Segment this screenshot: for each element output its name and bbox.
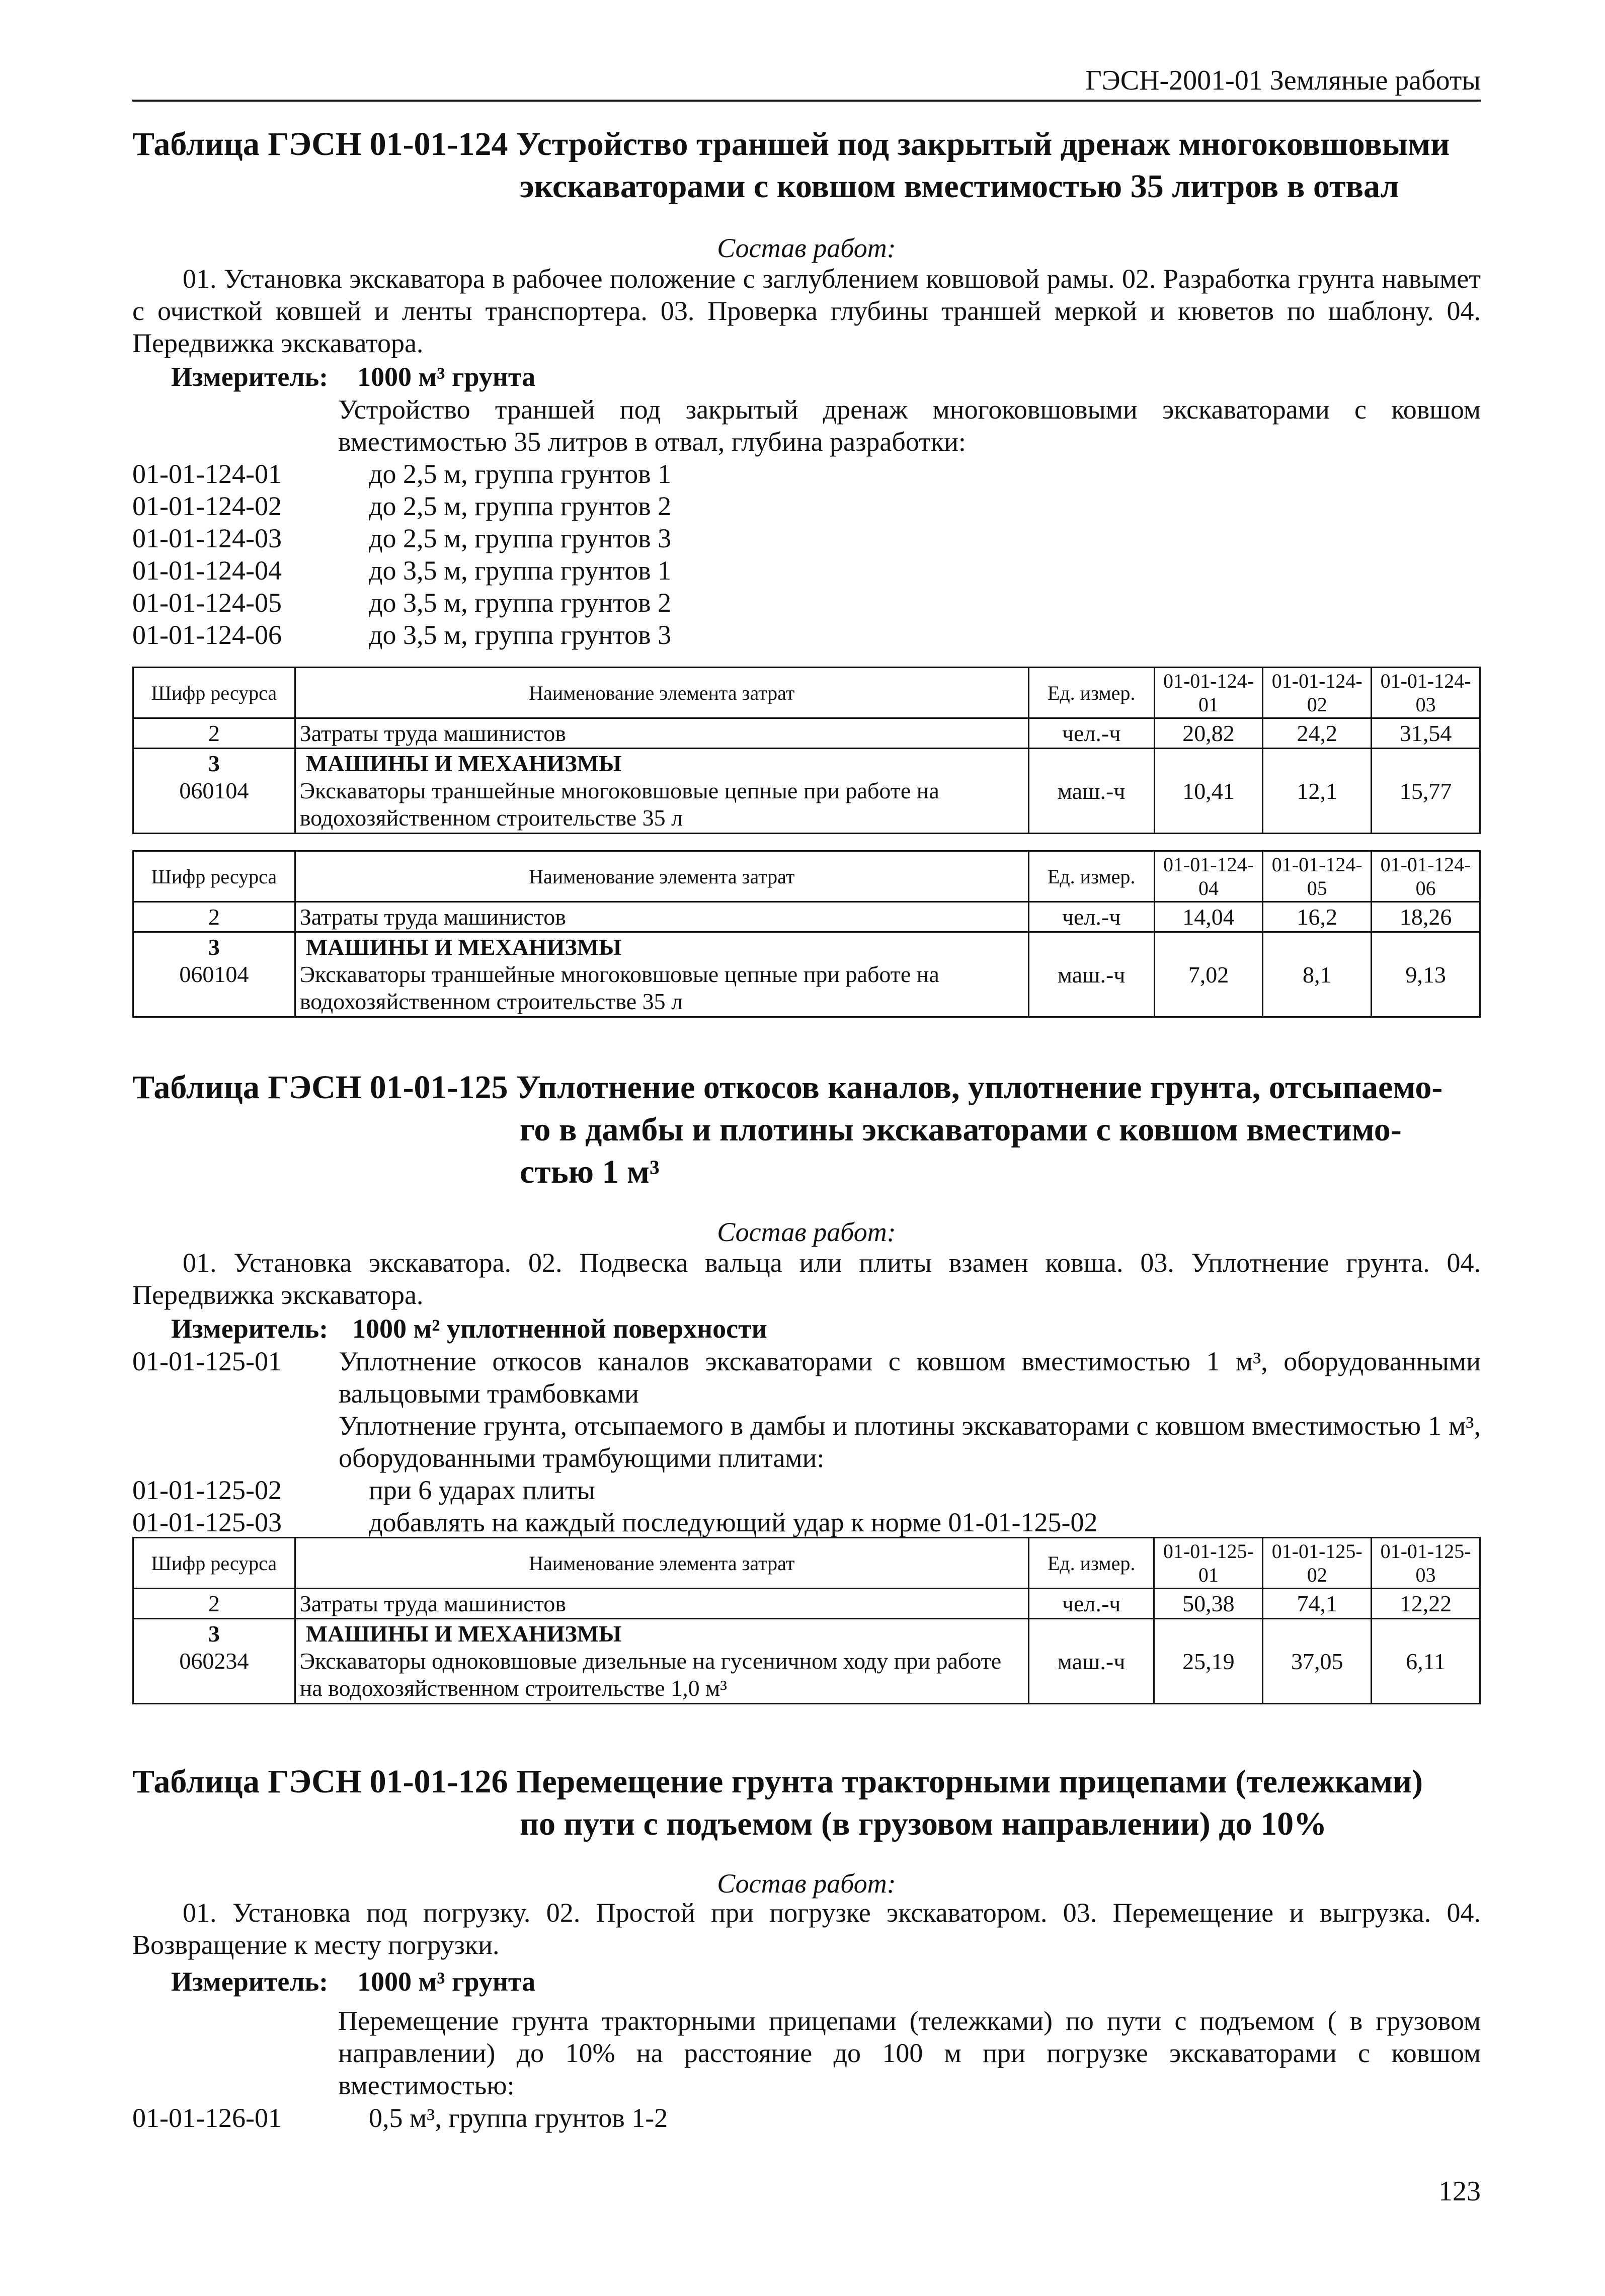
col-header-code: Шифр ресурса xyxy=(133,1538,295,1589)
col-header-unit: Ед. измер. xyxy=(1028,851,1154,902)
col-header-norm: 01-01-125-01 xyxy=(1154,1538,1263,1589)
col-header-norm: 01-01-125-03 xyxy=(1372,1538,1480,1589)
composition-label: Состав работ: xyxy=(717,233,896,263)
col-header-code: Шифр ресурса xyxy=(133,851,295,902)
item-code: 01-01-125-01 xyxy=(132,1346,282,1376)
item-code: 01-01-125-03 xyxy=(132,1507,282,1537)
items-intro: Перемещение грунта тракторными прицепами (тележками) по пути с подъемом ( в грузовом направлении) до 10% на расстояние до 100 м при погрузке экскаваторами с ковшом вместимостью: xyxy=(338,2006,1481,2100)
item-desc: добавлять на каждый последующий удар к норме 01-01-125-02 xyxy=(369,1507,1098,1537)
composition-text: 01. Установка экскаватора в рабочее положение с заглублением ковшовой рамы. 02. Разработка грунта навымет с очисткой ковшей и ленты транспортера. 03. Проверка глубины траншей меркой и кюветов по шаблону. 04. Передвижка экскаватора. xyxy=(132,264,1481,358)
title-line-1: Таблица ГЭСН 01-01-126 Перемещение грунта тракторными прицепами (тележками) xyxy=(132,1763,1423,1800)
meter-label: Измеритель: xyxy=(171,1966,329,1997)
col-header-norm: 01-01-124-06 xyxy=(1372,851,1480,902)
items-list: 01-01-124-01 до 2,5 м, группа грунтов 1 01-01-124-02 до 2,5 м, группа грунтов 2 01-01-124-03 до 2,5 м, группа грунтов 3 01-01-124-04 до 3,5 м, группа грунтов 1 01-01-124-05 до 3,5 м, группа грунтов 2 01-01-124-06 до 3,5 м, группа грунтов 3 xyxy=(132,459,672,650)
col-header-unit: Ед. измер. xyxy=(1028,1538,1154,1589)
title-line-1: Таблица ГЭСН 01-01-124 Устройство траншей под закрытый дренаж многоковшовыми xyxy=(132,126,1450,162)
composition-text: 01. Установка экскаватора. 02. Подвеска вальца или плиты взамен ковша. 03. Уплотнение грунта. 04. Передвижка экскаватора. xyxy=(132,1248,1481,1310)
composition-label: Состав работ: xyxy=(717,1868,896,1899)
meter-value: 1000 м³ грунта xyxy=(357,362,536,392)
col-header-norm: 01-01-124-02 xyxy=(1263,668,1372,718)
resource-table-124-a xyxy=(132,667,1481,834)
col-header-norm: 01-01-124-04 xyxy=(1154,851,1263,902)
title-line-2: го в дамбы и плотины экскаваторами с ковшом вместимо- xyxy=(520,1111,1402,1148)
resource-table-124-b xyxy=(132,850,1481,1018)
table-row: 3 060104 МАШИНЫ И МЕХАНИЗМЫ Экскаваторы траншейные многоковшовые цепные при работе на водохозяйственном строительстве 35 л маш.-ч 10,41 12,1 15,77 xyxy=(133,749,1480,834)
item-desc: при 6 ударах плиты xyxy=(369,1475,595,1505)
running-title: ГЭСН-2001-01 Земляные работы xyxy=(1085,65,1481,96)
title-line-3: стью 1 м³ xyxy=(520,1154,660,1190)
col-header-name: Наименование элемента затрат xyxy=(295,668,1028,718)
running-header xyxy=(132,64,1481,102)
col-header-unit: Ед. измер. xyxy=(1028,668,1154,718)
col-header-name: Наименование элемента затрат xyxy=(295,1538,1028,1589)
table-row: 2 Затраты труда машинистов чел.-ч 20,82 24,2 31,54 xyxy=(133,718,1480,749)
title-line-2: экскаваторами с ковшом вместимостью 35 литров в отвал xyxy=(520,168,1399,205)
composition-label: Состав работ: xyxy=(717,1217,896,1247)
table-row: 3 060104 МАШИНЫ И МЕХАНИЗМЫ Экскаваторы траншейные многоковшовые цепные при работе на водохозяйственном строительстве 35 л маш.-ч 7,02 8,1 9,13 xyxy=(133,932,1480,1017)
composition-text: 01. Установка под погрузку. 02. Простой при погрузке экскаватором. 03. Перемещение и выгрузка. 04. Возвращение к месту погрузки. xyxy=(132,1898,1481,1960)
table-row: 2 Затраты труда машинистов чел.-ч 50,38 74,1 12,22 xyxy=(133,1589,1480,1619)
page-number: 123 xyxy=(1438,2176,1481,2207)
table-row: 2 Затраты труда машинистов чел.-ч 14,04 16,2 18,26 xyxy=(133,902,1480,932)
col-header-name: Наименование элемента затрат xyxy=(295,851,1028,902)
resource-table-125 xyxy=(132,1537,1481,1704)
table-125-title xyxy=(132,1067,1481,1193)
col-header-norm: 01-01-125-02 xyxy=(1263,1538,1372,1589)
item-desc: Уплотнение откосов каналов экскаваторами с ковшом вместимостью 1 м³, оборудованными вальцовыми трамбовками xyxy=(339,1346,1481,1409)
meter-value: 1000 м² уплотненной поверхности xyxy=(352,1314,767,1344)
items-intro: Устройство траншей под закрытый дренаж многоковшовыми экскаваторами с ковшом вместимостью 35 литров в отвал, глубина разработки: xyxy=(338,394,1481,457)
list-item: 01-01-126-01 0,5 м³, группа грунтов 1-2 xyxy=(132,2103,668,2133)
col-header-norm: 01-01-124-01 xyxy=(1154,668,1263,718)
item-code: 01-01-125-02 xyxy=(132,1475,282,1505)
meter-label: Измеритель: xyxy=(171,362,329,392)
items-list xyxy=(132,1345,1481,1567)
meter-label: Измеритель: xyxy=(171,1314,329,1344)
table-row: 3 060234 МАШИНЫ И МЕХАНИЗМЫ Экскаваторы одноковшовые дизельные на гусеничном ходу при работе на водохозяйственном строительстве 1,0 м³ маш.-ч 25,19 37,05 6,11 xyxy=(133,1619,1480,1704)
meter-value: 1000 м³ грунта xyxy=(357,1966,536,1997)
title-line-2: по пути с подъемом (в грузовом направлении) до 10% xyxy=(520,1806,1327,1842)
table-126-title xyxy=(132,1761,1481,1845)
table-124-title xyxy=(132,123,1481,208)
title-line-1: Таблица ГЭСН 01-01-125 Уплотнение откосов каналов, уплотнение грунта, отсыпаемо- xyxy=(132,1069,1443,1106)
col-header-code: Шифр ресурса xyxy=(133,668,295,718)
col-header-norm: 01-01-124-03 xyxy=(1372,668,1480,718)
col-header-norm: 01-01-124-05 xyxy=(1263,851,1372,902)
items-intro: Уплотнение грунта, отсыпаемого в дамбы и плотины экскаваторами с ковшом вместимостью 1 м³, оборудованными трамбующими плитами: xyxy=(339,1411,1481,1473)
